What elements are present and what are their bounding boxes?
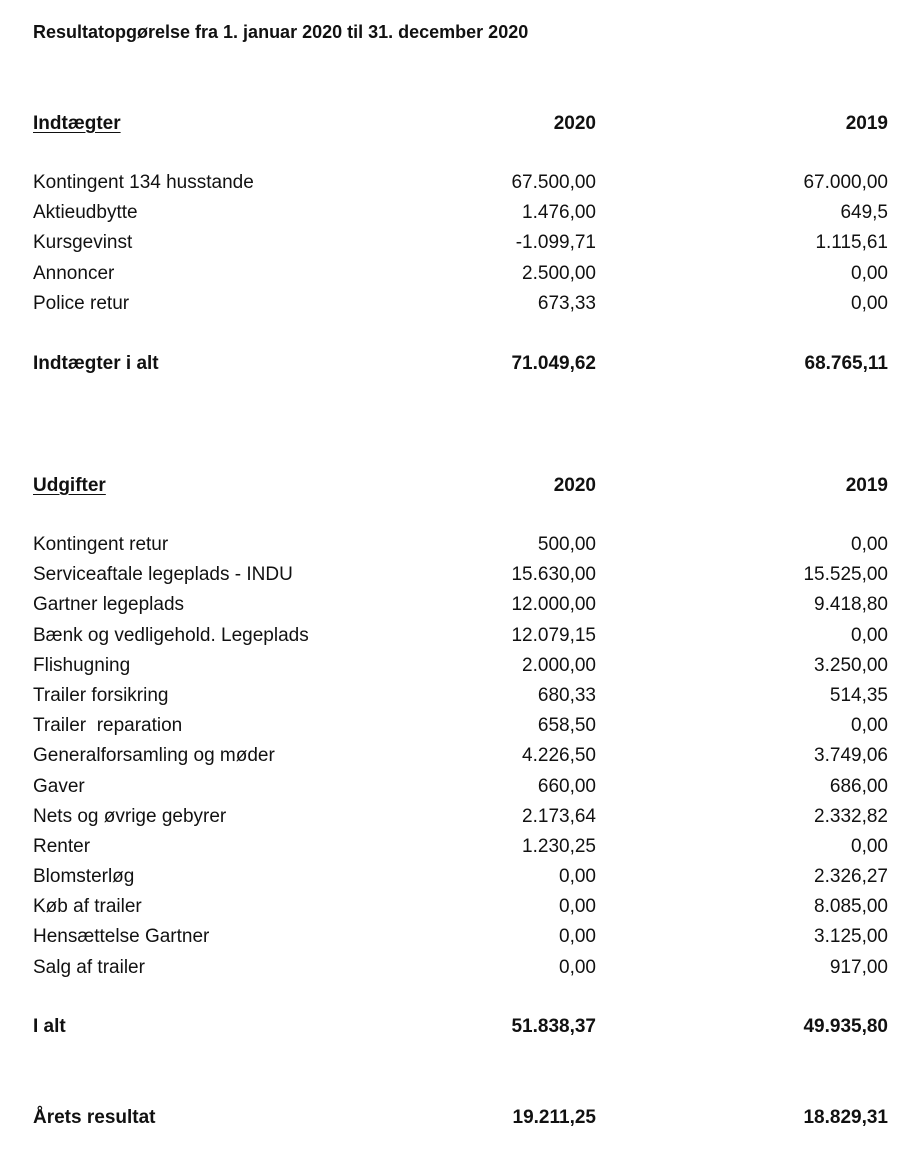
row-label: Nets og øvrige gebyrer <box>33 805 227 827</box>
row-label: Salg af trailer <box>33 956 145 978</box>
row-value-2019: 514,35 <box>829 684 888 706</box>
expense-row <box>33 625 888 655</box>
expenses-header <box>33 475 888 499</box>
expense-row <box>33 806 888 836</box>
row-label: Gaver <box>33 775 85 797</box>
row-value-2019: 3.125,00 <box>814 926 888 948</box>
row-value-2020: 658,50 <box>537 715 596 737</box>
expenses-col-2020: 2020 <box>553 475 596 496</box>
row-value-2019: 2.326,27 <box>814 866 888 888</box>
row-value-2019: 0,00 <box>851 715 888 737</box>
row-label: Kursgevinst <box>33 232 133 254</box>
expense-row <box>33 957 888 987</box>
row-value-2020: 1.476,00 <box>522 202 596 224</box>
row-value-2020: 673,33 <box>537 292 596 314</box>
expense-row <box>33 655 888 685</box>
row-value-2020: 500,00 <box>537 534 596 555</box>
row-label: Bænk og vedligehold. Legeplads <box>33 624 309 646</box>
row-value-2020: 12.000,00 <box>511 594 596 616</box>
income-row <box>33 263 888 293</box>
row-value-2019: 649,5 <box>840 202 888 224</box>
income-total-label: Indtægter i alt <box>33 353 159 374</box>
income-row <box>33 172 888 202</box>
row-value-2019: 3.250,00 <box>814 654 888 676</box>
income-total-2019: 68.765,11 <box>804 353 888 374</box>
row-value-2020: 4.226,50 <box>522 745 596 767</box>
row-value-2020: 660,00 <box>537 775 596 797</box>
row-label: Flishugning <box>33 654 131 676</box>
income-rows <box>33 172 888 323</box>
income-row <box>33 293 888 323</box>
row-value-2020: 12.079,15 <box>511 624 596 646</box>
income-row <box>33 202 888 232</box>
income-header <box>33 113 888 137</box>
row-value-2020: 680,33 <box>537 684 596 706</box>
row-label: Blomsterløg <box>33 866 135 888</box>
expense-row <box>33 866 888 896</box>
row-value-2020: 2.173,64 <box>522 805 596 827</box>
income-total-row <box>33 353 888 379</box>
expense-row <box>33 926 888 956</box>
row-value-2019: 686,00 <box>829 775 888 797</box>
row-value-2019: 0,00 <box>851 624 888 646</box>
row-value-2020: 0,00 <box>559 956 596 978</box>
expense-row <box>33 896 888 926</box>
row-label: Serviceaftale legeplads - INDU <box>33 564 293 586</box>
row-value-2020: 2.500,00 <box>522 262 596 284</box>
expense-row <box>33 685 888 715</box>
row-label: Annoncer <box>33 262 115 284</box>
income-total-2020: 71.049,62 <box>511 353 596 374</box>
income-heading: Indtægter <box>33 113 121 134</box>
row-value-2020: 15.630,00 <box>511 564 596 586</box>
row-value-2019: 0,00 <box>851 292 888 314</box>
result-row <box>33 1107 888 1133</box>
row-value-2019: 2.332,82 <box>814 805 888 827</box>
row-label: Køb af trailer <box>33 896 142 918</box>
income-col-2019: 2019 <box>845 113 888 134</box>
expenses-total-row <box>33 1016 888 1042</box>
row-label: Aktieudbytte <box>33 202 138 224</box>
result-2019: 18.829,31 <box>803 1107 888 1128</box>
row-value-2019: 8.085,00 <box>814 896 888 918</box>
expenses-col-2019: 2019 <box>845 475 888 496</box>
expenses-total-2019: 49.935,80 <box>803 1016 888 1037</box>
expense-row <box>33 715 888 745</box>
row-value-2020: 0,00 <box>559 866 596 888</box>
row-label: Trailer reparation <box>33 715 183 737</box>
row-value-2019: 0,00 <box>851 534 888 555</box>
row-value-2020: -1.099,71 <box>515 232 596 254</box>
row-value-2019: 0,00 <box>851 262 888 284</box>
row-value-2019: 15.525,00 <box>803 564 888 586</box>
expenses-total-2020: 51.838,37 <box>511 1016 596 1037</box>
expenses-total-label: I alt <box>33 1016 66 1037</box>
row-label: Kontingent 134 husstande <box>33 172 254 193</box>
row-value-2020: 67.500,00 <box>511 172 596 193</box>
row-value-2019: 9.418,80 <box>814 594 888 616</box>
row-value-2019: 917,00 <box>829 956 888 978</box>
row-value-2019: 67.000,00 <box>803 172 888 193</box>
expense-row <box>33 564 888 594</box>
expense-row <box>33 836 888 866</box>
income-col-2020: 2020 <box>553 113 596 134</box>
row-value-2020: 0,00 <box>559 926 596 948</box>
expense-row <box>33 594 888 624</box>
row-value-2020: 0,00 <box>559 896 596 918</box>
row-label: Renter <box>33 835 91 857</box>
row-label: Police retur <box>33 292 130 314</box>
result-label: Årets resultat <box>33 1107 156 1128</box>
row-value-2019: 3.749,06 <box>814 745 888 767</box>
row-label: Kontingent retur <box>33 534 169 555</box>
expense-row <box>33 745 888 775</box>
row-value-2020: 1.230,25 <box>522 835 596 857</box>
row-label: Hensættelse Gartner <box>33 926 210 948</box>
row-value-2019: 0,00 <box>851 835 888 857</box>
document-title: Resultatopgørelse fra 1. januar 2020 til 31. december 2020 <box>33 22 529 42</box>
row-label: Trailer forsikring <box>33 684 169 706</box>
expense-row <box>33 534 888 564</box>
income-row <box>33 232 888 262</box>
expenses-rows <box>33 534 888 987</box>
expenses-heading: Udgifter <box>33 475 106 496</box>
row-value-2020: 2.000,00 <box>522 654 596 676</box>
row-label: Gartner legeplads <box>33 594 185 616</box>
row-label: Generalforsamling og møder <box>33 745 275 767</box>
row-value-2019: 1.115,61 <box>815 232 888 254</box>
expense-row <box>33 776 888 806</box>
result-2020: 19.211,25 <box>512 1107 596 1128</box>
